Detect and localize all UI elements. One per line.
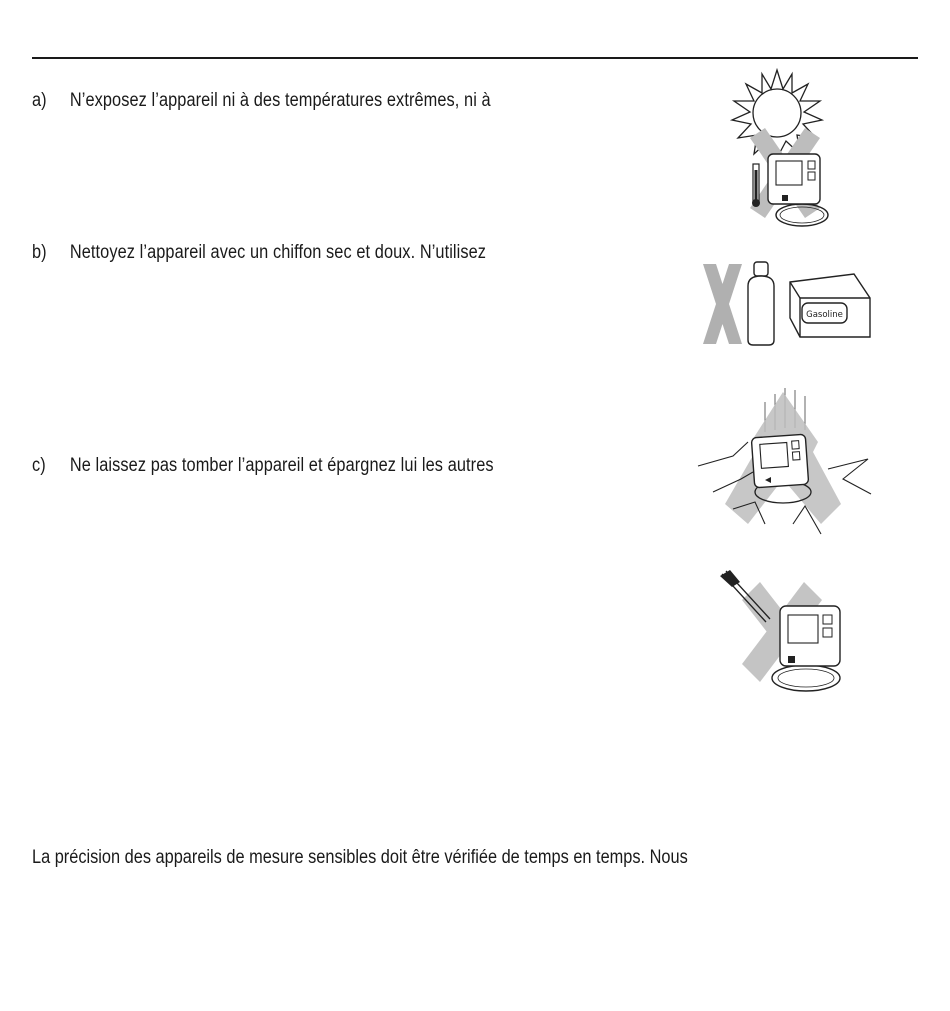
list-text: Ne laissez pas tomber l’appareil et épargnez lui les autres — [69, 455, 494, 476]
gasoline-label: Gasoline — [806, 310, 843, 320]
list-text: N’exposez l’appareil ni à des températures extrêmes, ni à — [69, 90, 491, 111]
paragraph-text: La précision des appareils de mesure sensibles doit être vérifiée de temps en temps. Nous — [32, 847, 688, 868]
list-marker: a) — [32, 90, 47, 111]
list-marker: c) — [32, 455, 46, 476]
screwdriver-device-icon — [714, 568, 846, 696]
header-rule — [32, 57, 918, 59]
list-item-b — [32, 242, 486, 264]
list-item-a — [32, 90, 491, 112]
list-text: Nettoyez l’appareil avec un chiffon sec et doux. N’utilisez — [69, 242, 487, 263]
falling-device-icon — [693, 384, 875, 536]
sun-thermometer-device-icon — [720, 68, 840, 233]
bottle-gasoline-icon — [698, 258, 874, 350]
list-item-c — [32, 455, 494, 477]
list-marker: b) — [32, 242, 47, 263]
